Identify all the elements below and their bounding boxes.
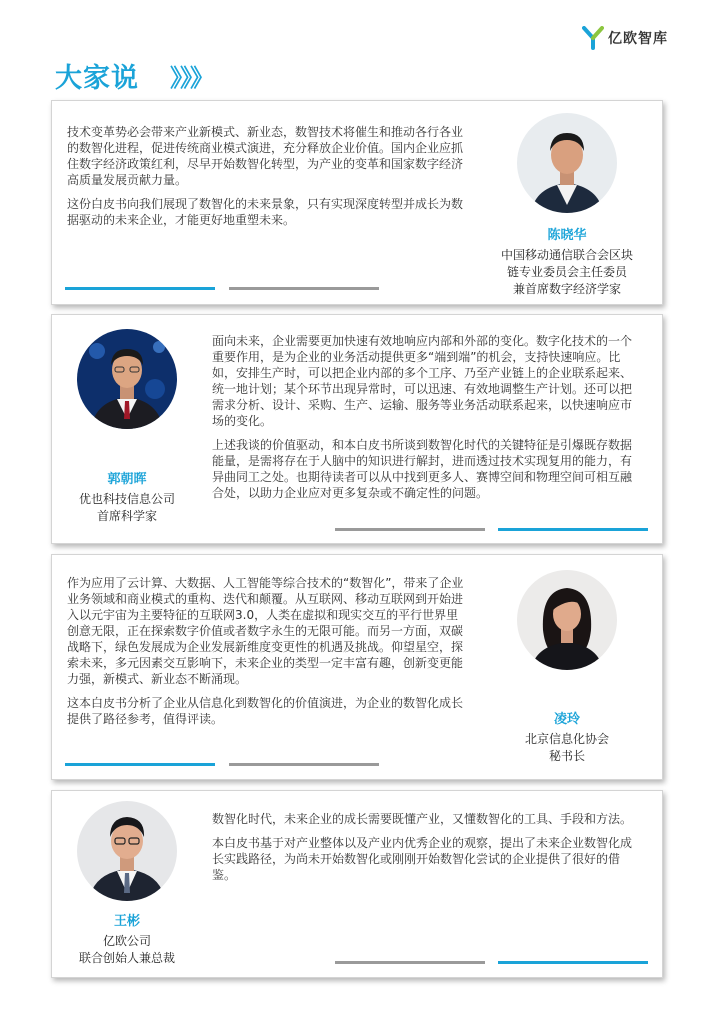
quote-paragraph: 本白皮书基于对产业整体以及产业内优秀企业的观察，提出了未来企业数智化成长实践路径，为尚未开始数智化或刚刚开始数智化尝试的企业提供了很好的借鉴。 [212, 836, 633, 882]
person-info [482, 227, 652, 298]
quote-paragraph: 这份白皮书向我们展现了数智化的未来景象，只有实现深度转型并成长为数据驱动的未来企业，才能更好地重塑未来。 [67, 197, 464, 227]
person-name: 郭朝晖 [107, 472, 147, 487]
person-info [52, 913, 202, 967]
quote-card-3 [51, 554, 663, 780]
person-name: 陈晓华 [547, 228, 587, 243]
quote-paragraph: 数智化时代，未来企业的成长需要既懂产业，又懂数智化的工具、手段和方法。 [212, 812, 633, 826]
divider-blue [65, 287, 215, 290]
avatar [77, 329, 177, 429]
divider-grey [335, 528, 485, 531]
person-title-line: 秘书长 [548, 749, 585, 763]
avatar [517, 570, 617, 670]
avatar [517, 113, 617, 213]
person-title-line: 亿欧公司 [102, 934, 151, 948]
quote-paragraph: 面向未来，企业需要更加快速有效地响应内部和外部的变化。数字化技术的一个重要作用，是为企业的业务活动提供更多“端到端”的机会，支持快速响应。比如，安排生产时，可以把企业内部的多个工序、乃至产业链上的企业联系起来、统一地计划；某个环节出现异常时，可以迅速、有效地调整生产计划。还可以把需求分析、设计、采购、生产、运输、服务等业务活动联系起来，以快速响应市场的变化。 [212, 334, 633, 428]
person-title-line: 中国移动通信联合会区块 [500, 248, 633, 262]
divider-grey [229, 287, 379, 290]
divider-grey [229, 763, 379, 766]
quote-paragraph: 作为应用了云计算、大数据、人工智能等综合技术的“数智化”，带来了企业业务领域和商业模式的重构、迭代和颠覆。从互联网、移动互联网到开始进入以元宇宙为主要特征的互联网3.0，人类在虚拟和现实交互的平行世界里创意无限，正在探索数字价值或者数字永生的无限可能。而另一方面，双碳战略下，绿色发展成为企业发展新维度变更性的机遇及挑战。仰望星空，探索未来，多元因素交互影响下，未来企业的类型一定丰富有趣，创新变更能力强，新模式、新业态不断涌现。 [67, 576, 464, 686]
divider-blue [498, 528, 648, 531]
title-arrows-icon: 》》》 [170, 64, 212, 92]
person-name: 王彬 [113, 914, 140, 929]
quote-text [212, 811, 642, 891]
person-title-line: 优也科技信息公司 [78, 492, 175, 506]
brand-logo [582, 26, 668, 50]
person-info [52, 471, 202, 525]
person-title-line: 北京信息化协会 [524, 732, 609, 746]
person-title-line: 兼首席数字经济学家 [512, 282, 621, 296]
quote-paragraph: 技术变革势必会带来产业新模式、新业态，数智技术将催生和推动各行各业的数智化进程，促进传统商业模式演进，充分释放企业价值。国内企业应抓住数字经济政策红利，尽早开始数智化转型，为产业的变革和国家数字经济高质量发展贡献力量。 [67, 125, 464, 187]
person-title-line: 联合创始人兼总裁 [78, 951, 175, 965]
person-title-line: 首席科学家 [96, 509, 157, 523]
quote-card-2 [51, 314, 663, 544]
quote-text [67, 124, 467, 236]
divider-blue [498, 961, 648, 964]
divider-grey [335, 961, 485, 964]
quote-text [212, 333, 642, 509]
avatar [77, 801, 177, 901]
quote-card-1 [51, 100, 663, 305]
logo-mark-icon [582, 26, 604, 50]
quote-card-4 [51, 790, 663, 978]
quote-paragraph: 这本白皮书分析了企业从信息化到数智化的价值演进，为企业的数智化成长提供了路径参考，值得评读。 [67, 696, 464, 726]
person-title-line: 链专业委员会主任委员 [506, 265, 627, 279]
person-name: 凌玲 [553, 712, 580, 727]
person-info [482, 711, 652, 765]
divider-blue [65, 763, 215, 766]
quote-text [67, 575, 467, 735]
page-title: 大家说 [55, 63, 139, 94]
logo-text: 亿欧智库 [608, 31, 668, 47]
quote-paragraph: 上述我谈的价值驱动，和本白皮书所谈到数智化时代的关键特征是引爆既存数据能量，是需将存在于人脑中的知识进行解封，进而透过技术实现复用的能力，有异曲同工之处。也期待读者可以从中找到更多人、赛博空间和物理空间可相互融合处，以助力企业应对更多复杂或不确定性的问题。 [212, 438, 633, 500]
